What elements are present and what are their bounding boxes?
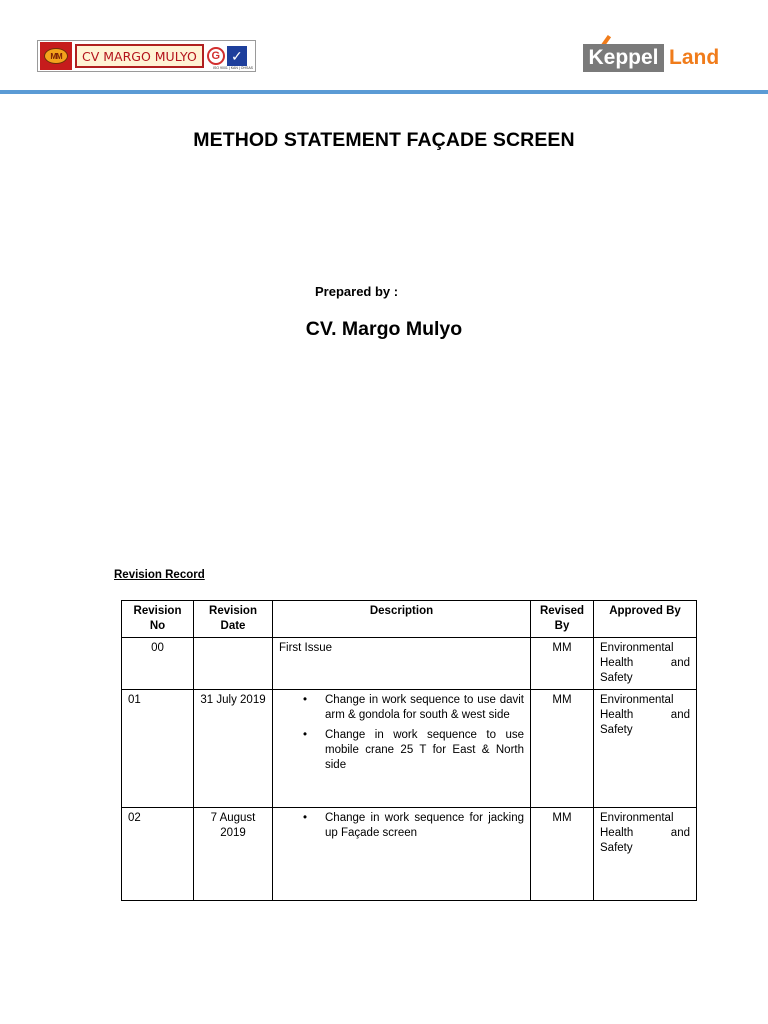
- land-word: Land: [669, 46, 720, 69]
- description-text: First Issue: [279, 642, 333, 654]
- revised-by-cell: MM: [531, 690, 594, 808]
- revision-no-cell: 01: [122, 690, 194, 808]
- emblem-text: MM: [44, 48, 68, 64]
- keppel-land-logo: [583, 32, 729, 72]
- description-cell: [273, 638, 531, 690]
- approved-by-cell: Environmental Health and Safety: [594, 690, 697, 808]
- revised-by-cell: MM: [531, 638, 594, 690]
- column-header-revision-date: Revision Date: [194, 601, 273, 638]
- preparer-name: CV. Margo Mulyo: [305, 318, 463, 340]
- revised-by-cell: MM: [531, 808, 594, 901]
- prepared-by-label: Prepared by :: [315, 284, 399, 299]
- certification-caption: ISO 9001 | KAN | OHSAS: [213, 66, 253, 70]
- company-name-label: CV MARGO MULYO: [75, 44, 204, 68]
- revision-date-cell: 31 July 2019: [194, 690, 273, 808]
- column-header-revised-by: Revised By: [531, 601, 594, 638]
- header-divider: [0, 90, 768, 94]
- description-bullet: • Change in work sequence to use mobile crane 25 T for East & North side: [279, 728, 524, 773]
- table-row: [122, 808, 697, 901]
- column-header-description: Description: [273, 601, 531, 638]
- description-bullet-list: [279, 693, 524, 773]
- table-header-row: [122, 601, 697, 638]
- revision-table: [121, 600, 697, 901]
- document-title: METHOD STATEMENT FAÇADE SCREEN: [193, 129, 575, 151]
- certification-g-icon: G: [207, 47, 225, 65]
- column-header-approved-by: Approved By: [594, 601, 697, 638]
- approved-by-cell: Environmental Health and Safety: [594, 638, 697, 690]
- description-cell: [273, 690, 531, 808]
- table-row: [122, 690, 697, 808]
- revision-date-cell: [194, 638, 273, 690]
- revision-record-heading: Revision Record: [114, 569, 205, 581]
- certification-check-icon: [227, 46, 247, 66]
- approved-by-cell: Environmental Health and Safety: [594, 808, 697, 901]
- check-mark: ✓: [230, 47, 243, 64]
- keppel-word: Keppel: [583, 44, 664, 72]
- revision-no-cell: 00: [122, 638, 194, 690]
- revision-no-cell: 02: [122, 808, 194, 901]
- description-bullet: • Change in work sequence for jacking up Façade screen: [279, 811, 524, 841]
- description-bullet: • Change in work sequence to use davit arm & gondola for south & west side: [279, 693, 524, 723]
- description-bullet-list: [279, 811, 524, 841]
- margo-mulyo-emblem-icon: [40, 42, 72, 70]
- column-header-revision-no: Revision No: [122, 601, 194, 638]
- description-cell: [273, 808, 531, 901]
- margo-mulyo-logo: [37, 40, 256, 72]
- table-row: [122, 638, 697, 690]
- revision-date-cell: 7 August 2019: [194, 808, 273, 901]
- page-header: [0, 0, 768, 96]
